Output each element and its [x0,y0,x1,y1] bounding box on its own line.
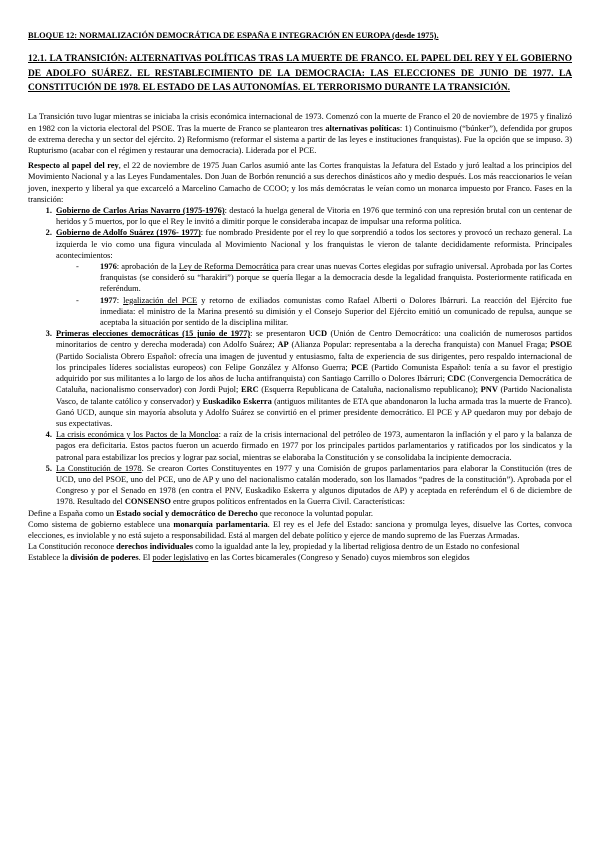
item-text: (Esquerra Republicana de Cataluña, nacionalismo republicano); [258,385,481,395]
party-pnv: PNV [480,385,498,395]
item-title: La Constitución de 1978 [56,463,142,473]
party-psoe: PSOE [550,340,573,350]
king-text: , el 22 de noviembre de 1975 Juan Carlos asumió ante las Cortes franquistas la Jefatura del Estado y juró lealtad a los principios del Movimiento Nacional y a las Leyes Fundamentales. Don Juan de Borbón renunció a sus derechos dinásticos año y medio después. Los más reaccionarios le veían joven, inexperto y liberal ya que excarceló a Marcelino Camacho de CCOO; y los más demócratas le veían como un monarca impuesto por Franco. Fases en la transición: [28,161,572,204]
closing-paragraph [28,519,572,541]
item-title: Gobierno de Adolfo Suárez (1976- 1977) [56,228,201,238]
sub-list [56,261,572,328]
item-text: (Unión de Centro Democrático: una coalición de numerosos partidos minoritarios de centro y derecha moderada) con Adolfo Suárez; [56,329,572,350]
closing-paragraph [28,508,572,519]
sub-link: legalización del PCE [123,295,198,305]
block-title: BLOQUE 12: NORMALIZACIÓN DEMOCRÁTICA DE ESPAÑA E INTEGRACIÓN EN EUROPA (desde 1975). [28,31,439,40]
closing-bold: Estado social y democrático de Derecho [116,508,258,518]
closing-text: Establece la [28,553,71,563]
item-title: Gobierno de Carlos Arias Navarro (1975-1976) [56,206,225,216]
closing-text: que reconoce la voluntad popular. [257,508,373,518]
closing-bold: monarquía parlamentaria [173,519,268,529]
consenso-bold: CONSENSO [124,497,171,507]
sub-text: : aprobación de la [116,262,179,272]
item-text: : a raíz de la crisis internacional del petróleo de 1973, aumentaron la inflación y el paro y la balanza de pagos era deficitaria. Estos pactos fueron un acuerdo firmado en 1977 por los principales partidos parlamentarios y ratificados por los sindicatos y la patronal para estabilizar los precios y lograr paz social, mientras se elaboraba la Constitución y se consolidaba la incipiente democracia. [56,430,572,462]
closing-paragraph [28,552,572,563]
party-ap: AP [277,340,289,350]
phases-list [28,205,572,507]
party-pce: PCE [351,362,368,372]
item-text: (Partido Socialista Obrero Español: ofrecía una imagen de juventud y entusiasmo, falta de experiencia de sus dirigentes, pero respaldo internacional de los principales líderes socialistas europeos) con Felipe González y Alfonso Guerra; [56,351,572,372]
item-text: : se presentaron [250,329,309,339]
closing-text: en las Cortes bicamerales (Congreso y Senado) cuyos miembros son elegidos [208,553,470,563]
closing-link: poder legislativo [152,553,209,563]
sub-text: para crear unas nuevas Cortes elegidas por sufragio universal. Aprobada por las Cortes franquistas (se consideró su “harakiri”) porque se quería llegar a la democracia desde la legalidad franquista. Posteriormente ratificada en referéndum. [100,262,572,294]
closing-text: . El [138,553,153,563]
closing-text: Como sistema de gobierno establece una [28,519,174,529]
intro-paragraph [28,111,572,156]
closing-paragraph [28,541,572,552]
item-title: La crisis económica y los Pactos de la Moncloa [56,430,219,440]
sub-text: : [116,295,124,305]
intro-text-2: : 1) Continuismo (“búnker”), defendida por grupos de extrema derecha y un sector del ejército. 2) Reformismo (reformar el sistema a partir de las leyes e instituciones franquistas). Fue la opción que se impuso. 3) Rupturismo (acabar con el régimen y restaurar una democracia). Liderada por el PCE. [28,123,572,156]
item-text: (Alianza Popular: representaba a la derecha franquista) con Manuel Fraga; [288,340,551,350]
item-title: Primeras elecciones democráticas (15 junio de 1977) [56,329,251,339]
sub-list-item [100,295,572,329]
party-erc: ERC [240,385,259,395]
list-item [54,463,572,508]
sub-year: 1976 [100,262,117,272]
party-cdc: CDC [447,374,466,384]
intro-bold: alternativas políticas [325,123,400,133]
intro-text: La Transición tuvo lugar mientras se iniciaba la crisis económica internacional de 1973. Comenzó con la muerte de Franco el 20 de noviembre de 1975 y finalizó en 1982 con la victoria electoral del PSOE. Tras la muerte de Franco se plantearon tres [28,112,572,133]
closing-text: La Constitución reconoce [28,542,117,552]
item-text: entre grupos políticos enfrentados en la Guerra Civil. Características: [170,497,405,507]
item-text: : fue nombrado Presidente por el rey lo que sorprendió a todos los sectores y provocó un rechazo general. La izquierda le vio como una figura vinculada al Movimiento Nacional y los franquistas le vieron de talante decididamente reformista. Principales acontecimientos: [56,228,572,260]
item-text: (Partido Nacionalista Vasco, de talante católico y conservador) y [56,385,573,406]
section-title: 12.1. LA TRANSICIÓN: ALTERNATIVAS POLÍTICAS TRAS LA MUERTE DE FRANCO. EL PAPEL DEL REY Y EL GOBIERNO DE ADOLFO SUÁREZ. EL RESTABLECIMIENTO DE LA DEMOCRACIA: LAS ELECCIONES DE JUNIO DE 1977. LA CONSTITUCIÓN DE 1978. EL ESTADO DE LAS AUTONOMÍAS. EL TERRORISMO DURANTE LA TRANSICIÓN. [28,54,572,94]
item-text: (Partido Comunista Español: tenía a su favor el prestigio adquirido por sus militantes a lo largo de los años de lucha antifranquista) con Santiago Carrillo o Dolores Ibárruri; [56,362,573,384]
list-item [54,328,572,429]
sub-link: Ley de Reforma Democrática [178,262,279,272]
king-paragraph [28,160,572,205]
closing-text: como la igualdad ante la ley, propiedad y la libertad religiosa dentro de un Estado no confesional [193,542,520,552]
list-item [54,227,572,328]
list-item [54,205,572,227]
closing-bold: derechos individuales [116,542,194,552]
item-text: : destacó la huelga general de Vitoria en 1976 que terminó con una represión brutal con un centenar de heridos y 5 muertos, por lo que el Rey le invitó a dimitir porque le consideraba incapaz de impulsar una reforma política. [56,206,572,227]
king-bold: Respecto al papel del rey [28,161,119,171]
list-item [54,429,572,463]
closing-text: Define a España como un [28,508,117,518]
sub-list-item [100,261,572,295]
item-text: (antiguos militantes de ETA que abandonaron la lucha armada tras la muerte de Franco). Ganó UCD, aunque sin mayoría absoluta y Adolfo Suárez se convirtió en el primer presidente democrático. El PCE y AP quedaron muy por debajo de sus expectativas. [56,396,572,428]
item-text: (Convergencia Democrática de Cataluña, nacionalismo conservador) con Jordi Pujol; [56,374,572,395]
closing-bold: división de poderes [70,553,139,563]
item-text: . Se crearon Cortes Constituyentes en 1977 y una Comisión de grupos parlamentarios para elaborar la Constitución (tres de UCD, uno del PSOE, uno del PCE, uno de AP y uno del nacionalismo catalán moderado, son los llamados “padres de la constitución”). Aprobada por el Congreso y por el Senado en 1978 (en contra el PNV, Euskadiko Eskerra y algunos diputados de AP) y aceptada en referéndum el 6 de diciembre de 1978. Resultado del [56,463,573,507]
sub-year: 1977 [100,295,117,305]
party-ee: Euskadiko Eskerra [202,396,272,406]
sub-text: y retorno de exiliados comunistas como Rafael Alberti o Dolores Ibárruri. La reacción del Ejército fue inmediata: el ministro de la Marina presentó su dimisión y el Consejo Superior del Ejército emitió un comunicado de repulsa, aunque se aceptaba la situación por sentido de la disciplina militar. [100,295,572,328]
closing-text: . El rey es el Jefe del Estado: sanciona y promulga leyes, disuelve las Cortes, convoca elecciones, es inviolable y no está sujeto a responsabilidad. Está al margen del debate político y ejerce de mando supremo de las Fuerzas Armadas. [28,519,572,540]
party-ucd: UCD [308,329,328,339]
